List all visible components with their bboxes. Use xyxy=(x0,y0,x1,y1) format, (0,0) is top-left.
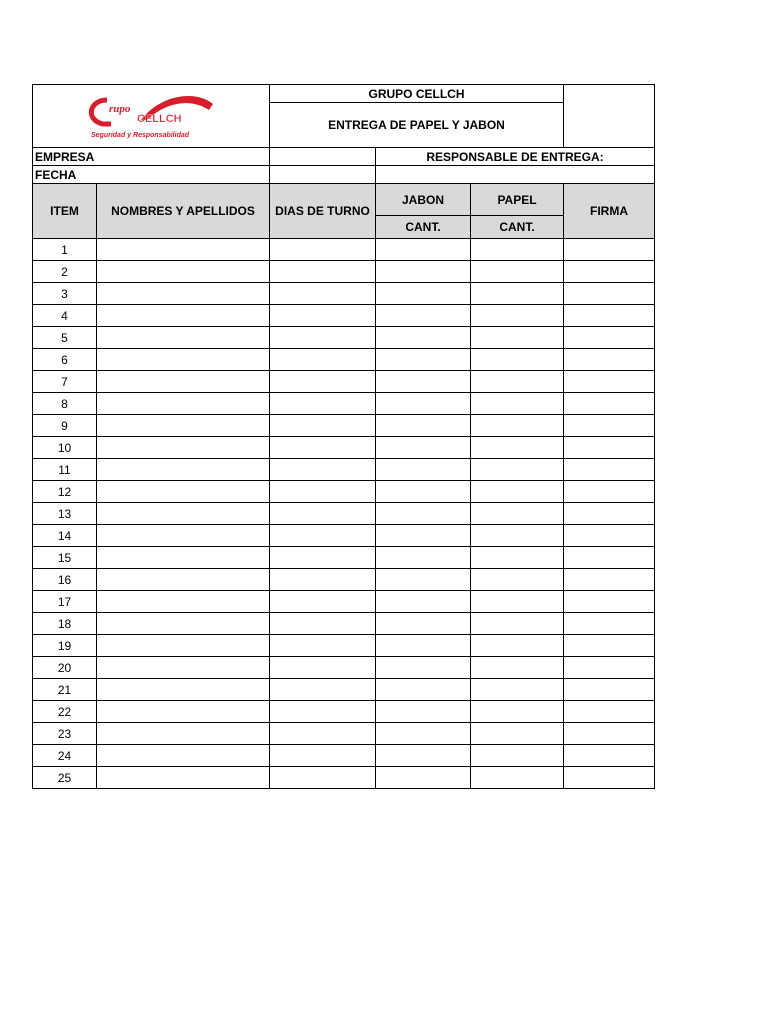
empresa-field[interactable] xyxy=(270,148,376,166)
firma-cell[interactable] xyxy=(564,327,655,349)
item-number: 17 xyxy=(33,591,97,613)
jabon-cant-cell[interactable] xyxy=(376,305,471,327)
col-header-cant-jabon: CANT. xyxy=(376,216,471,239)
item-number: 8 xyxy=(33,393,97,415)
papel-cant-cell[interactable] xyxy=(471,657,564,679)
table-row xyxy=(33,349,655,371)
table-row xyxy=(33,591,655,613)
form-title: ENTREGA DE PAPEL Y JABON xyxy=(270,103,564,148)
dias-cell[interactable] xyxy=(270,239,376,261)
table-row xyxy=(33,679,655,701)
firma-cell[interactable] xyxy=(564,459,655,481)
item-number: 5 xyxy=(33,327,97,349)
papel-cant-cell[interactable] xyxy=(471,525,564,547)
table-row xyxy=(33,723,655,745)
dias-cell[interactable] xyxy=(270,415,376,437)
item-number: 13 xyxy=(33,503,97,525)
papel-cant-cell[interactable] xyxy=(471,459,564,481)
nombres-cell[interactable] xyxy=(97,635,270,657)
nombres-cell[interactable] xyxy=(97,239,270,261)
item-number: 23 xyxy=(33,723,97,745)
papel-cant-cell[interactable] xyxy=(471,415,564,437)
papel-cant-cell[interactable] xyxy=(471,591,564,613)
table-row xyxy=(33,569,655,591)
table-row xyxy=(33,393,655,415)
table-row xyxy=(33,305,655,327)
nombres-cell[interactable] xyxy=(97,701,270,723)
col-header-jabon: JABON xyxy=(376,184,471,216)
dias-cell[interactable] xyxy=(270,371,376,393)
nombres-cell[interactable] xyxy=(97,657,270,679)
item-number: 2 xyxy=(33,261,97,283)
jabon-cant-cell[interactable] xyxy=(376,283,471,305)
table-row xyxy=(33,371,655,393)
item-number: 9 xyxy=(33,415,97,437)
item-number: 12 xyxy=(33,481,97,503)
papel-cant-cell[interactable] xyxy=(471,745,564,767)
papel-cant-cell[interactable] xyxy=(471,547,564,569)
company-name: GRUPO CELLCH xyxy=(270,85,564,103)
papel-cant-cell[interactable] xyxy=(471,239,564,261)
firma-cell[interactable] xyxy=(564,393,655,415)
dias-cell[interactable] xyxy=(270,569,376,591)
nombres-cell[interactable] xyxy=(97,261,270,283)
jabon-cant-cell[interactable] xyxy=(376,437,471,459)
papel-cant-cell[interactable] xyxy=(471,613,564,635)
logo-cell xyxy=(33,85,270,148)
firma-cell[interactable] xyxy=(564,591,655,613)
firma-cell[interactable] xyxy=(564,635,655,657)
jabon-cant-cell[interactable] xyxy=(376,261,471,283)
jabon-cant-cell[interactable] xyxy=(376,327,471,349)
dias-cell[interactable] xyxy=(270,349,376,371)
papel-cant-cell[interactable] xyxy=(471,261,564,283)
item-number: 18 xyxy=(33,613,97,635)
dias-cell[interactable] xyxy=(270,525,376,547)
papel-cant-cell[interactable] xyxy=(471,481,564,503)
firma-cell[interactable] xyxy=(564,437,655,459)
nombres-cell[interactable] xyxy=(97,767,270,789)
nombres-cell[interactable] xyxy=(97,547,270,569)
papel-cant-cell[interactable] xyxy=(471,767,564,789)
table-row xyxy=(33,415,655,437)
jabon-cant-cell[interactable] xyxy=(376,415,471,437)
table-row xyxy=(33,635,655,657)
item-number: 22 xyxy=(33,701,97,723)
firma-cell[interactable] xyxy=(564,745,655,767)
nombres-cell[interactable] xyxy=(97,459,270,481)
nombres-cell[interactable] xyxy=(97,349,270,371)
responsable-label: RESPONSABLE DE ENTREGA: xyxy=(376,148,655,166)
firma-cell[interactable] xyxy=(564,305,655,327)
jabon-cant-cell[interactable] xyxy=(376,503,471,525)
firma-cell[interactable] xyxy=(564,701,655,723)
jabon-cant-cell[interactable] xyxy=(376,569,471,591)
firma-cell[interactable] xyxy=(564,415,655,437)
dias-cell[interactable] xyxy=(270,261,376,283)
dias-cell[interactable] xyxy=(270,503,376,525)
table-row xyxy=(33,613,655,635)
table-row xyxy=(33,525,655,547)
jabon-cant-cell[interactable] xyxy=(376,349,471,371)
col-header-firma: FIRMA xyxy=(564,184,655,239)
table-row xyxy=(33,745,655,767)
item-number: 6 xyxy=(33,349,97,371)
jabon-cant-cell[interactable] xyxy=(376,547,471,569)
papel-cant-cell[interactable] xyxy=(471,371,564,393)
firma-cell[interactable] xyxy=(564,613,655,635)
table-row xyxy=(33,261,655,283)
jabon-cant-cell[interactable] xyxy=(376,239,471,261)
dias-cell[interactable] xyxy=(270,613,376,635)
nombres-cell[interactable] xyxy=(97,679,270,701)
logo-graphic xyxy=(81,90,221,142)
jabon-cant-cell[interactable] xyxy=(376,481,471,503)
nombres-cell[interactable] xyxy=(97,745,270,767)
jabon-cant-cell[interactable] xyxy=(376,679,471,701)
firma-cell[interactable] xyxy=(564,261,655,283)
item-number: 4 xyxy=(33,305,97,327)
firma-cell[interactable] xyxy=(564,349,655,371)
nombres-cell[interactable] xyxy=(97,481,270,503)
company-logo xyxy=(81,90,221,142)
item-number: 10 xyxy=(33,437,97,459)
jabon-cant-cell[interactable] xyxy=(376,613,471,635)
col-header-cant-papel: CANT. xyxy=(471,216,564,239)
papel-cant-cell[interactable] xyxy=(471,349,564,371)
item-number: 25 xyxy=(33,767,97,789)
item-number: 20 xyxy=(33,657,97,679)
papel-cant-cell[interactable] xyxy=(471,723,564,745)
table-row xyxy=(33,283,655,305)
firma-cell[interactable] xyxy=(564,283,655,305)
item-number: 19 xyxy=(33,635,97,657)
item-number: 1 xyxy=(33,239,97,261)
jabon-cant-cell[interactable] xyxy=(376,745,471,767)
jabon-cant-cell[interactable] xyxy=(376,767,471,789)
firma-cell[interactable] xyxy=(564,525,655,547)
table-row xyxy=(33,481,655,503)
dias-cell[interactable] xyxy=(270,283,376,305)
header-blank-cell xyxy=(564,85,655,148)
dias-cell[interactable] xyxy=(270,723,376,745)
nombres-cell[interactable] xyxy=(97,591,270,613)
item-number: 21 xyxy=(33,679,97,701)
dias-cell[interactable] xyxy=(270,481,376,503)
nombres-cell[interactable] xyxy=(97,723,270,745)
dias-cell[interactable] xyxy=(270,459,376,481)
firma-cell[interactable] xyxy=(564,657,655,679)
dias-cell[interactable] xyxy=(270,393,376,415)
fecha-label: FECHA xyxy=(33,166,270,184)
nombres-cell[interactable] xyxy=(97,415,270,437)
dias-cell[interactable] xyxy=(270,635,376,657)
nombres-cell[interactable] xyxy=(97,569,270,591)
papel-cant-cell[interactable] xyxy=(471,701,564,723)
table-row xyxy=(33,767,655,789)
nombres-cell[interactable] xyxy=(97,525,270,547)
jabon-cant-cell[interactable] xyxy=(376,525,471,547)
jabon-cant-cell[interactable] xyxy=(376,371,471,393)
table-row xyxy=(33,459,655,481)
papel-cant-cell[interactable] xyxy=(471,635,564,657)
dias-cell[interactable] xyxy=(270,591,376,613)
table-row xyxy=(33,657,655,679)
col-header-item: ITEM xyxy=(33,184,97,239)
dias-cell[interactable] xyxy=(270,327,376,349)
jabon-cant-cell[interactable] xyxy=(376,723,471,745)
dias-cell[interactable] xyxy=(270,745,376,767)
papel-cant-cell[interactable] xyxy=(471,393,564,415)
jabon-cant-cell[interactable] xyxy=(376,701,471,723)
dias-cell[interactable] xyxy=(270,437,376,459)
table-row xyxy=(33,437,655,459)
table-row xyxy=(33,239,655,261)
papel-cant-cell[interactable] xyxy=(471,305,564,327)
nombres-cell[interactable] xyxy=(97,371,270,393)
jabon-cant-cell[interactable] xyxy=(376,459,471,481)
item-number: 15 xyxy=(33,547,97,569)
nombres-cell[interactable] xyxy=(97,327,270,349)
nombres-cell[interactable] xyxy=(97,283,270,305)
col-header-dias: DIAS DE TURNO xyxy=(270,184,376,239)
firma-cell[interactable] xyxy=(564,679,655,701)
jabon-cant-cell[interactable] xyxy=(376,591,471,613)
firma-cell[interactable] xyxy=(564,723,655,745)
dias-cell[interactable] xyxy=(270,767,376,789)
table-row xyxy=(33,547,655,569)
item-number: 11 xyxy=(33,459,97,481)
empresa-label: EMPRESA xyxy=(33,148,270,166)
item-number: 3 xyxy=(33,283,97,305)
table-row xyxy=(33,701,655,723)
dias-cell[interactable] xyxy=(270,305,376,327)
jabon-cant-cell[interactable] xyxy=(376,657,471,679)
firma-cell[interactable] xyxy=(564,503,655,525)
papel-cant-cell[interactable] xyxy=(471,569,564,591)
papel-cant-cell[interactable] xyxy=(471,437,564,459)
firma-cell[interactable] xyxy=(564,547,655,569)
logo-tagline: Seguridad y Responsabilidad xyxy=(91,132,190,139)
table-row xyxy=(33,503,655,525)
firma-cell[interactable] xyxy=(564,569,655,591)
papel-cant-cell[interactable] xyxy=(471,283,564,305)
col-header-papel: PAPEL xyxy=(471,184,564,216)
jabon-cant-cell[interactable] xyxy=(376,635,471,657)
jabon-cant-cell[interactable] xyxy=(376,393,471,415)
item-number: 24 xyxy=(33,745,97,767)
papel-cant-cell[interactable] xyxy=(471,327,564,349)
table-row xyxy=(33,327,655,349)
responsable-field[interactable] xyxy=(376,166,655,184)
dias-cell[interactable] xyxy=(270,547,376,569)
firma-cell[interactable] xyxy=(564,371,655,393)
firma-cell[interactable] xyxy=(564,481,655,503)
item-number: 14 xyxy=(33,525,97,547)
dias-cell[interactable] xyxy=(270,657,376,679)
nombres-cell[interactable] xyxy=(97,503,270,525)
form-table xyxy=(32,84,655,789)
dias-cell[interactable] xyxy=(270,679,376,701)
nombres-cell[interactable] xyxy=(97,305,270,327)
fecha-field[interactable] xyxy=(270,166,376,184)
firma-cell[interactable] xyxy=(564,239,655,261)
papel-cant-cell[interactable] xyxy=(471,679,564,701)
logo-brand-text: CELLCH xyxy=(137,113,182,125)
nombres-cell[interactable] xyxy=(97,613,270,635)
nombres-cell[interactable] xyxy=(97,393,270,415)
logo-grupo-text: rupo xyxy=(109,103,131,115)
item-number: 16 xyxy=(33,569,97,591)
delivery-form xyxy=(32,84,654,789)
nombres-cell[interactable] xyxy=(97,437,270,459)
item-number: 7 xyxy=(33,371,97,393)
dias-cell[interactable] xyxy=(270,701,376,723)
papel-cant-cell[interactable] xyxy=(471,503,564,525)
firma-cell[interactable] xyxy=(564,767,655,789)
col-header-nombres: NOMBRES Y APELLIDOS xyxy=(97,184,270,239)
